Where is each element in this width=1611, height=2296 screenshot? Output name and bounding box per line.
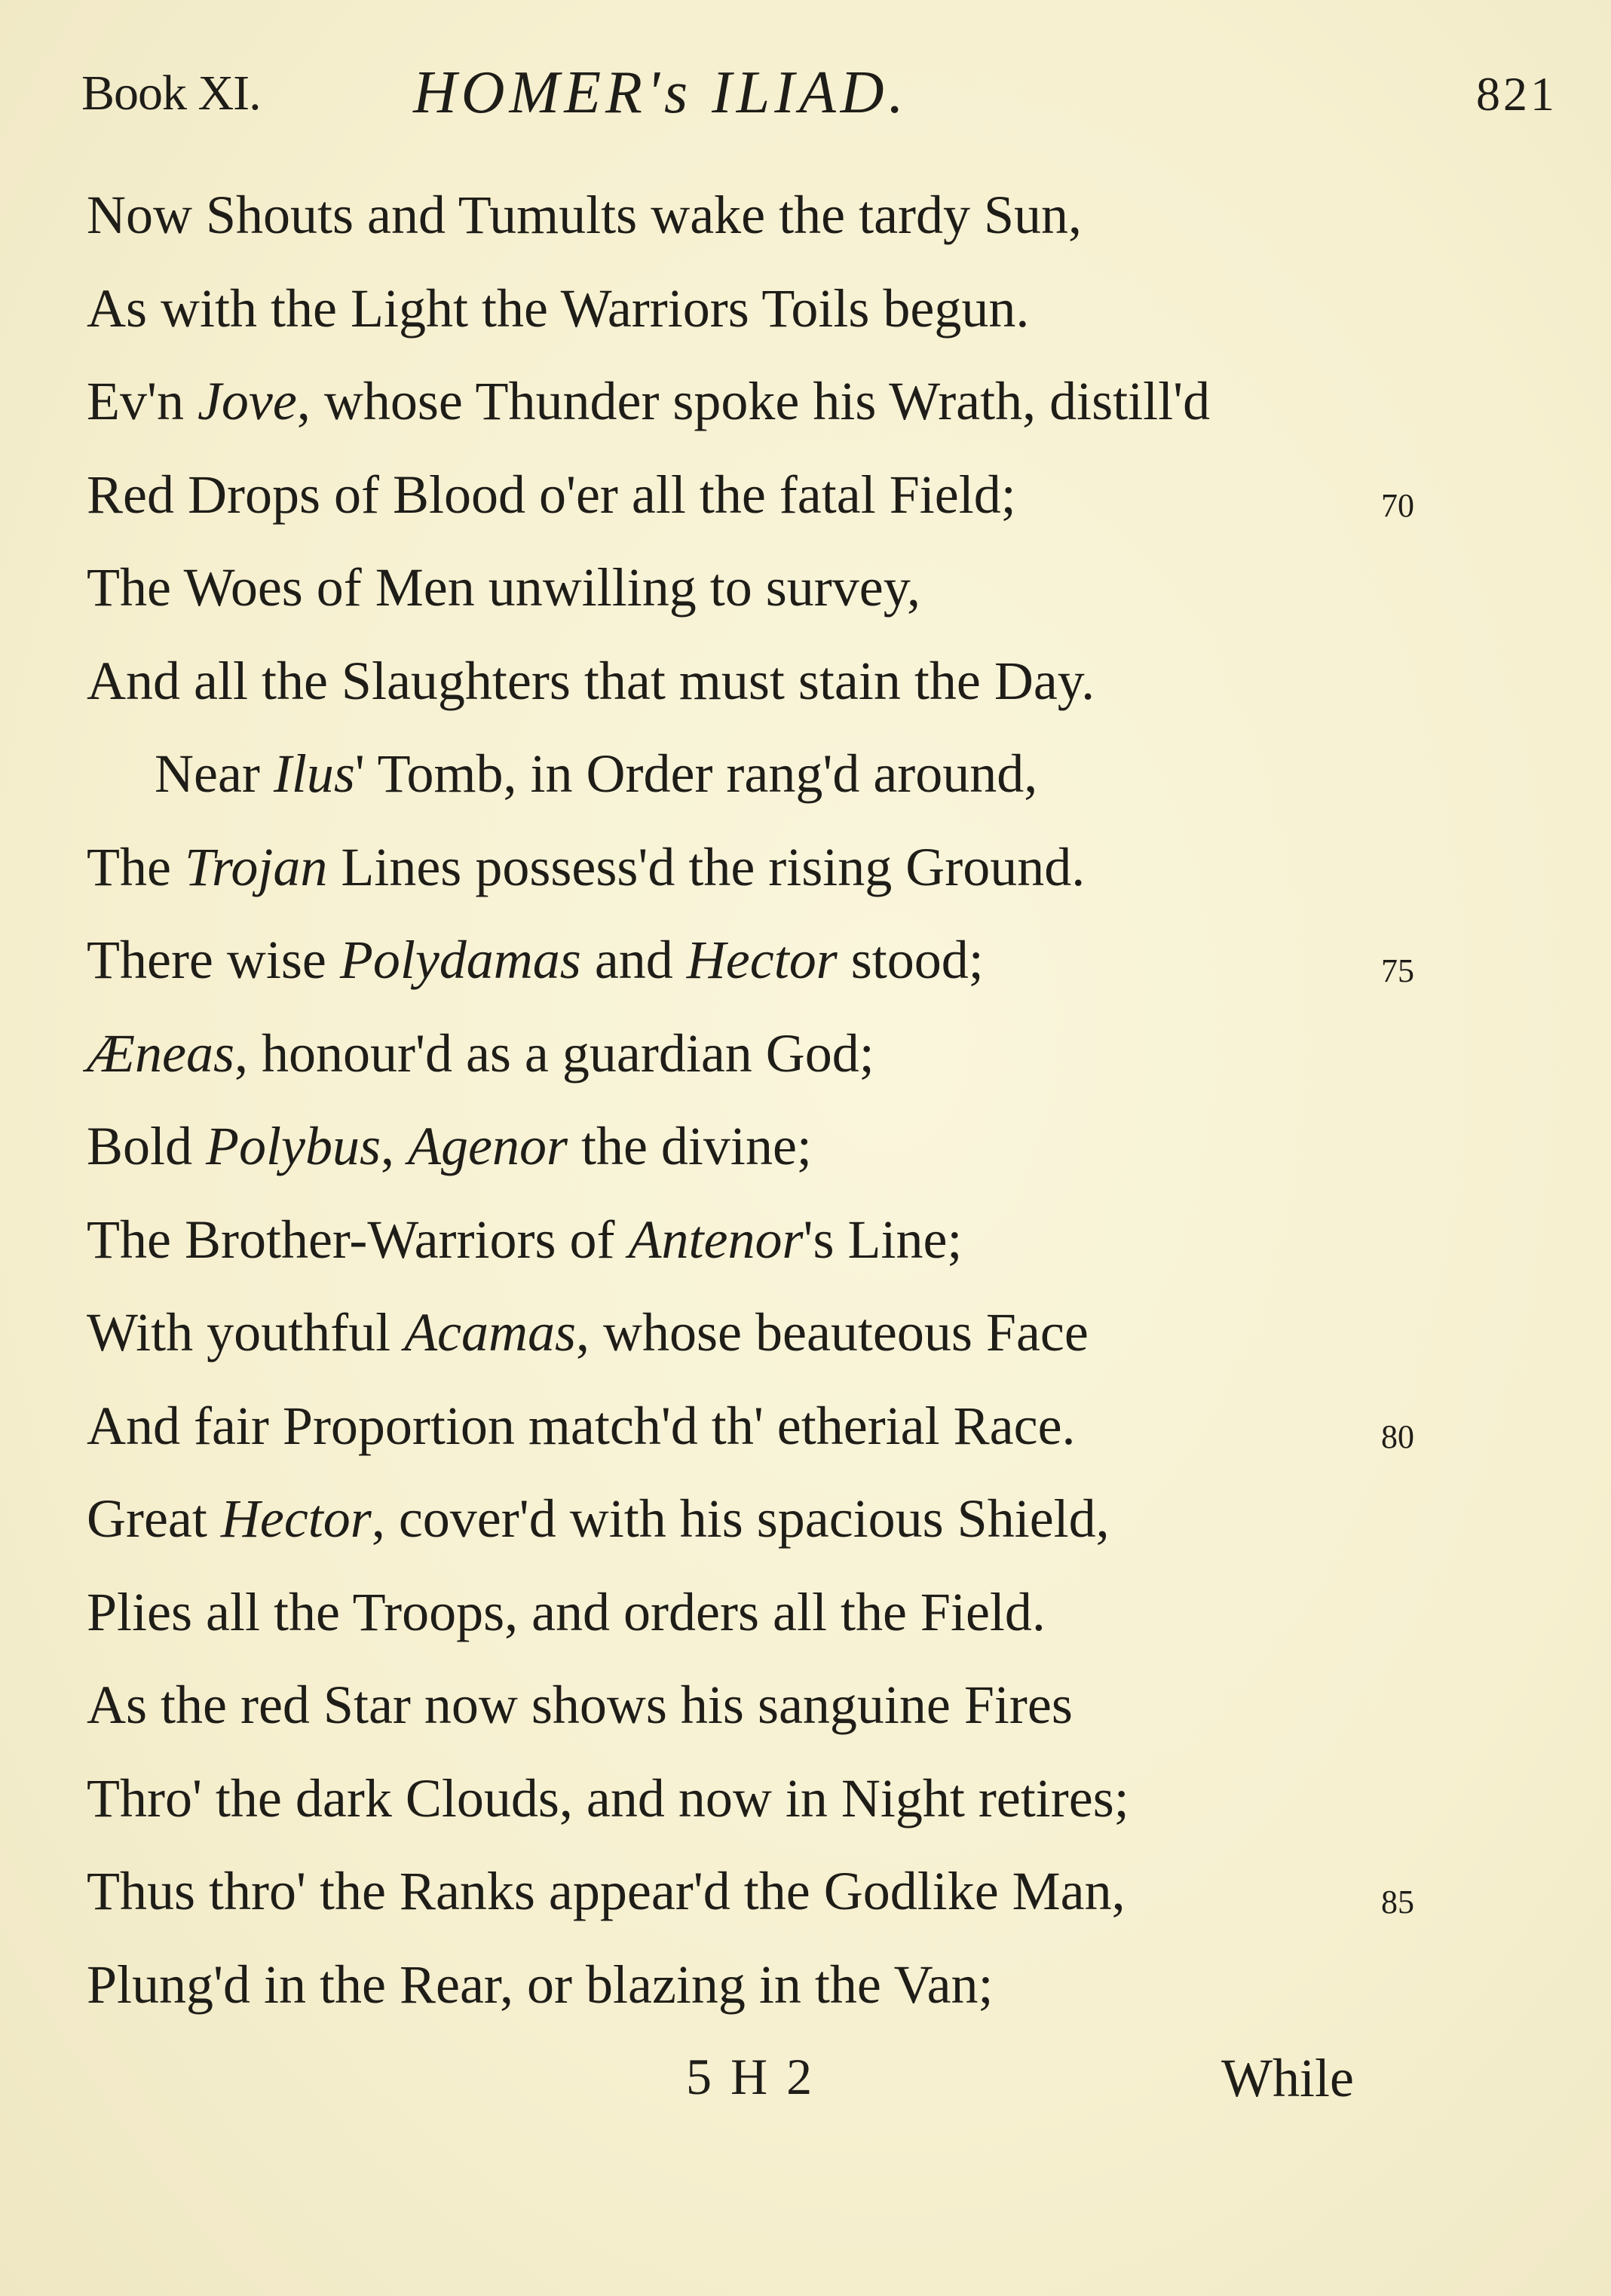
verse-line [0, 1671, 1611, 1764]
verse-line-text: Now Shouts and Tumults wake the tardy Sun, [87, 185, 1083, 245]
verse-line [0, 461, 1611, 554]
verse-line [0, 367, 1611, 461]
verse-line-text: The Brother-Warriors of Antenor's Line; [87, 1209, 963, 1270]
verse-line [0, 181, 1611, 274]
verse-line-text: Thro' the dark Clouds, and now in Night retires; [87, 1767, 1129, 1829]
verse-line-text: Near Ilus' Tomb, in Order rang'd around, [155, 743, 1038, 804]
verse-line [0, 647, 1611, 740]
verse-line [0, 1112, 1611, 1206]
verse-line-text: The Woes of Men unwilling to survey, [87, 557, 921, 618]
verse-line [0, 1019, 1611, 1113]
verse-line-text: Bold Polybus, Agenor the divine; [87, 1116, 812, 1176]
verse-line [0, 1951, 1611, 2044]
verse-line-text: Ev'n Jove, whose Thunder spoke his Wrath, distill'd [87, 371, 1211, 431]
verse-line-text: And fair Proportion match'd th' etherial Race. [87, 1395, 1076, 1456]
catchword: While [1221, 2048, 1354, 2108]
verse-line [0, 833, 1611, 927]
verse-line [0, 926, 1611, 1019]
verse-line-text: There wise Polydamas and Hector stood; [87, 930, 984, 990]
running-head [0, 59, 1611, 142]
verse-line [0, 1392, 1611, 1485]
verse-line-text: As with the Light the Warriors Toils begun. [87, 277, 1030, 339]
verse-line [0, 274, 1611, 368]
verse-line-text: Æneas, honour'd as a guardian God; [87, 1022, 874, 1084]
line-number: 75 [1381, 952, 1414, 989]
verse-line-text: With youthful Acamas, whose beauteous Face [87, 1302, 1089, 1363]
verse-line [0, 1764, 1611, 1858]
line-number: 80 [1381, 1418, 1414, 1455]
verse-line-text: Thus thro' the Ranks appear'd the Godlike Man, [87, 1861, 1126, 1921]
verse-line-text: Great Hector, cover'd with his spacious Shield, [87, 1488, 1110, 1549]
signature-mark: 5 H 2 [686, 2048, 816, 2105]
line-number: 70 [1381, 486, 1414, 524]
verse-line-text: As the red Star now shows his sanguine Fires [87, 1675, 1073, 1735]
verse-block [0, 181, 1611, 2043]
page-footer [0, 2047, 1611, 2130]
verse-line-indented [0, 740, 1611, 833]
line-number: 85 [1381, 1884, 1414, 1920]
verse-line [0, 1578, 1611, 1672]
verse-line [0, 553, 1611, 647]
verse-line-text: Plung'd in the Rear, or blazing in the Van; [87, 1954, 994, 2015]
verse-line-text: Plies all the Troops, and orders all the Field. [87, 1581, 1046, 1642]
verse-line [0, 1485, 1611, 1578]
verse-line-text: The Trojan Lines possess'd the rising Ground. [87, 836, 1086, 897]
verse-line-text: Red Drops of Blood o'er all the fatal Field; [87, 464, 1016, 525]
page-number: 821 [1476, 67, 1557, 121]
work-title: HOMER's ILIAD. [413, 60, 908, 126]
verse-line [0, 1857, 1611, 1951]
verse-line [0, 1298, 1611, 1392]
book-number: Book XI. [81, 66, 261, 121]
verse-line [0, 1206, 1611, 1299]
verse-line-text: And all the Slaughters that must stain the Day. [87, 650, 1095, 711]
